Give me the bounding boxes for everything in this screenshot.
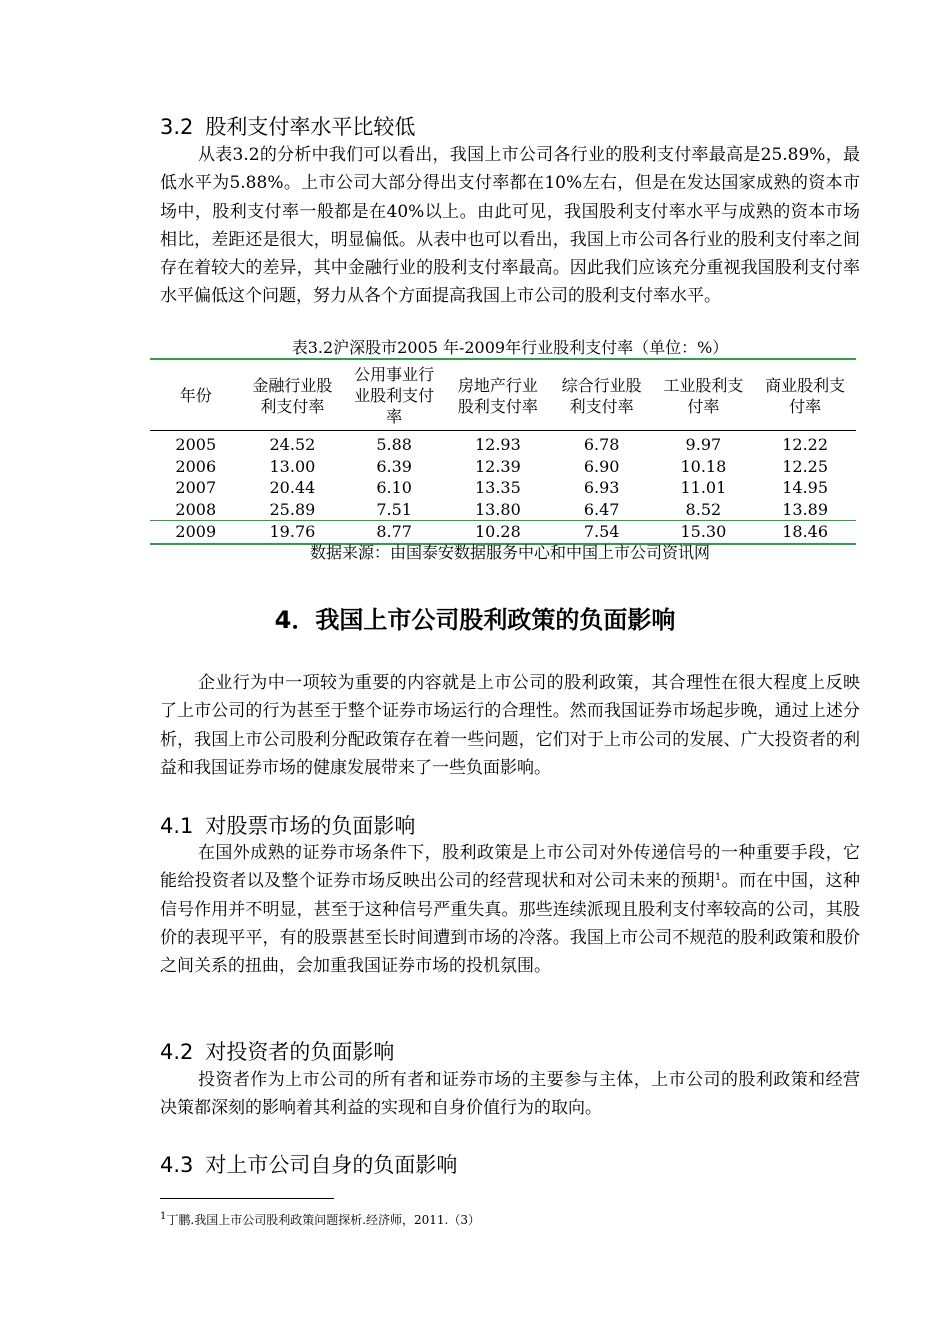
table-cell: 2005 xyxy=(175,435,217,454)
table-row xyxy=(150,499,856,521)
table-cell: 2007 xyxy=(175,478,217,497)
table-cell: 25.89 xyxy=(269,499,316,519)
section-number: 4.2 xyxy=(160,1040,194,1064)
section-3-2-heading xyxy=(160,113,415,141)
section-number: 3.2 xyxy=(160,115,194,139)
table-cell: 2006 xyxy=(175,456,217,476)
table-row xyxy=(150,477,856,499)
section-4-2-paragraph xyxy=(160,1066,860,1123)
payout-ratio-table xyxy=(150,358,856,545)
table-row xyxy=(150,431,856,456)
table-cell: 12.39 xyxy=(474,456,521,476)
table-cell: 2008 xyxy=(175,499,217,519)
footnote xyxy=(160,1212,480,1228)
table-cell: 6.47 xyxy=(583,499,620,519)
section-title: 对股票市场的负面影响 xyxy=(205,814,416,838)
table-cell: 12.22 xyxy=(782,435,829,454)
section-title: 股利支付率水平比较低 xyxy=(205,115,416,139)
table-cell: 7.54 xyxy=(551,521,653,544)
header-cell: 综合行业股利支付率 xyxy=(551,359,653,431)
table-cell: 10.18 xyxy=(680,456,727,476)
table-cell: 8.77 xyxy=(343,521,445,544)
table-cell: 19.76 xyxy=(242,521,344,544)
paragraph-text: 企业行为中一项较为重要的内容就是上市公司的股利政策，其合理性在很大程度上反映了上市公司的行为甚至于整个证券市场运行的合理性。然而我国证券市场起步晚，通过上述分析，我国上市公司股利分配政策存在着一些问题，它们对于上市公司的发展、广大投资者的利益和我国证券市场的健康发展带来了一些负面影响。 xyxy=(160,673,860,778)
paragraph-text: 投资者作为上市公司的所有者和证券市场的主要参与主体，上市公司的股利政策和经营决策都深刻的影响着其利益的实现和自身价值行为的取向。 xyxy=(160,1070,860,1119)
section-4-3-heading xyxy=(160,1151,457,1179)
table-cell: 20.44 xyxy=(269,478,316,497)
table-source-note: 数据来源：由国泰安数据服务中心和中国上市公司资讯网 xyxy=(309,543,710,562)
section-title: 对上市公司自身的负面影响 xyxy=(205,1153,458,1177)
table-cell: 13.35 xyxy=(474,478,521,497)
paragraph-text: 在国外成熟的证券市场条件下，股利政策是上市公司对外传递信号的一种重要手段，它能给投资者以及整个证券市场反映出公司的经营现状和对公司未来的预期$^1$。而在中国，这种信号作用并不明显，甚至于这种信号严重失真。那些连续派现且股利支付率较高的公司，其股价的表现平平，有的股票甚至长时间遭到市场的冷落。我国上市公司不规范的股利政策和股价之间关系的扭曲，会加重我国证券市场的投机氛围。 xyxy=(160,843,861,977)
table-cell: 9.97 xyxy=(685,435,722,454)
footnote-mark: 1 xyxy=(160,1211,167,1222)
section-number: 4.3 xyxy=(160,1153,194,1177)
table-cell: 13.80 xyxy=(474,499,521,519)
table-row xyxy=(150,521,856,544)
table-cell: 2009 xyxy=(150,521,242,544)
section-number: 4.1 xyxy=(160,814,194,838)
table-row xyxy=(150,456,856,478)
header-cell: 金融行业股利支付率 xyxy=(242,359,344,431)
table-cell: 5.88 xyxy=(376,435,412,454)
table-cell: 12.93 xyxy=(474,435,521,454)
chapter-4-paragraph xyxy=(160,669,860,782)
paragraph-text: 从表3.2的分析中我们可以看出，我国上市公司各行业的股利支付率最高是25.89%，最低水平为5.88%。上市公司大部分得出支付率都在10%左右，但是在发达国家成熟的资本市场中，股利支付率一般都是在40%以上。由此可见，我国股利支付率水平与成熟的资本市场相比，差距还是很大，明显偏低。从表中也可以看出，我国上市公司各行业的股利支付率之间存在着较大的差异，其中金融行业的股利支付率最高。因此我们应该充分重视我国股利支付率水平偏低这个问题，努力从各个方面提高我国上市公司的股利支付率水平。 xyxy=(160,145,860,307)
table-header-row xyxy=(150,359,856,431)
section-4-1-paragraph xyxy=(160,839,860,980)
table-cell: 7.51 xyxy=(376,499,412,519)
table-cell: 13.89 xyxy=(782,499,829,519)
footnote-text: 丁鹏.我国上市公司股利政策问题探析.经济师，2011.（3） xyxy=(166,1213,480,1227)
table-cell: 6.93 xyxy=(583,478,620,497)
header-cell: 房地产行业股利支付率 xyxy=(445,359,551,431)
table-cell: 13.00 xyxy=(269,456,316,476)
table-cell: 14.95 xyxy=(782,478,829,497)
section-4-2-heading xyxy=(160,1038,394,1066)
header-cell: 年份 xyxy=(150,359,242,431)
header-cell: 商业股利支付率 xyxy=(754,359,856,431)
table-cell: 6.78 xyxy=(583,435,620,454)
table-caption: 表3.2沪深股市2005 年-2009年行业股利支付率（单位：%） xyxy=(291,338,729,357)
footnote-reference[interactable]: 1 xyxy=(714,872,722,884)
table-cell: 11.01 xyxy=(680,478,727,497)
table-cell: 18.46 xyxy=(754,521,856,544)
table-cell: 12.25 xyxy=(782,456,829,476)
section-4-1-heading xyxy=(160,812,415,840)
table-cell: 6.39 xyxy=(376,456,412,476)
section-3-2-paragraph xyxy=(160,141,860,311)
table-cell: 10.28 xyxy=(445,521,551,544)
table-cell: 15.30 xyxy=(653,521,755,544)
table-cell: 24.52 xyxy=(269,435,316,454)
header-cell: 公用事业行业股利支付率 xyxy=(343,359,445,431)
table-cell: 8.52 xyxy=(685,499,722,519)
footnote-separator xyxy=(160,1198,334,1199)
table-cell: 6.10 xyxy=(376,478,412,497)
table-cell: 6.90 xyxy=(583,456,620,476)
header-cell: 工业股利支付率 xyxy=(653,359,755,431)
section-title: 对投资者的负面影响 xyxy=(205,1040,395,1064)
chapter-4-heading: 4．我国上市公司股利政策的负面影响 xyxy=(274,606,676,634)
